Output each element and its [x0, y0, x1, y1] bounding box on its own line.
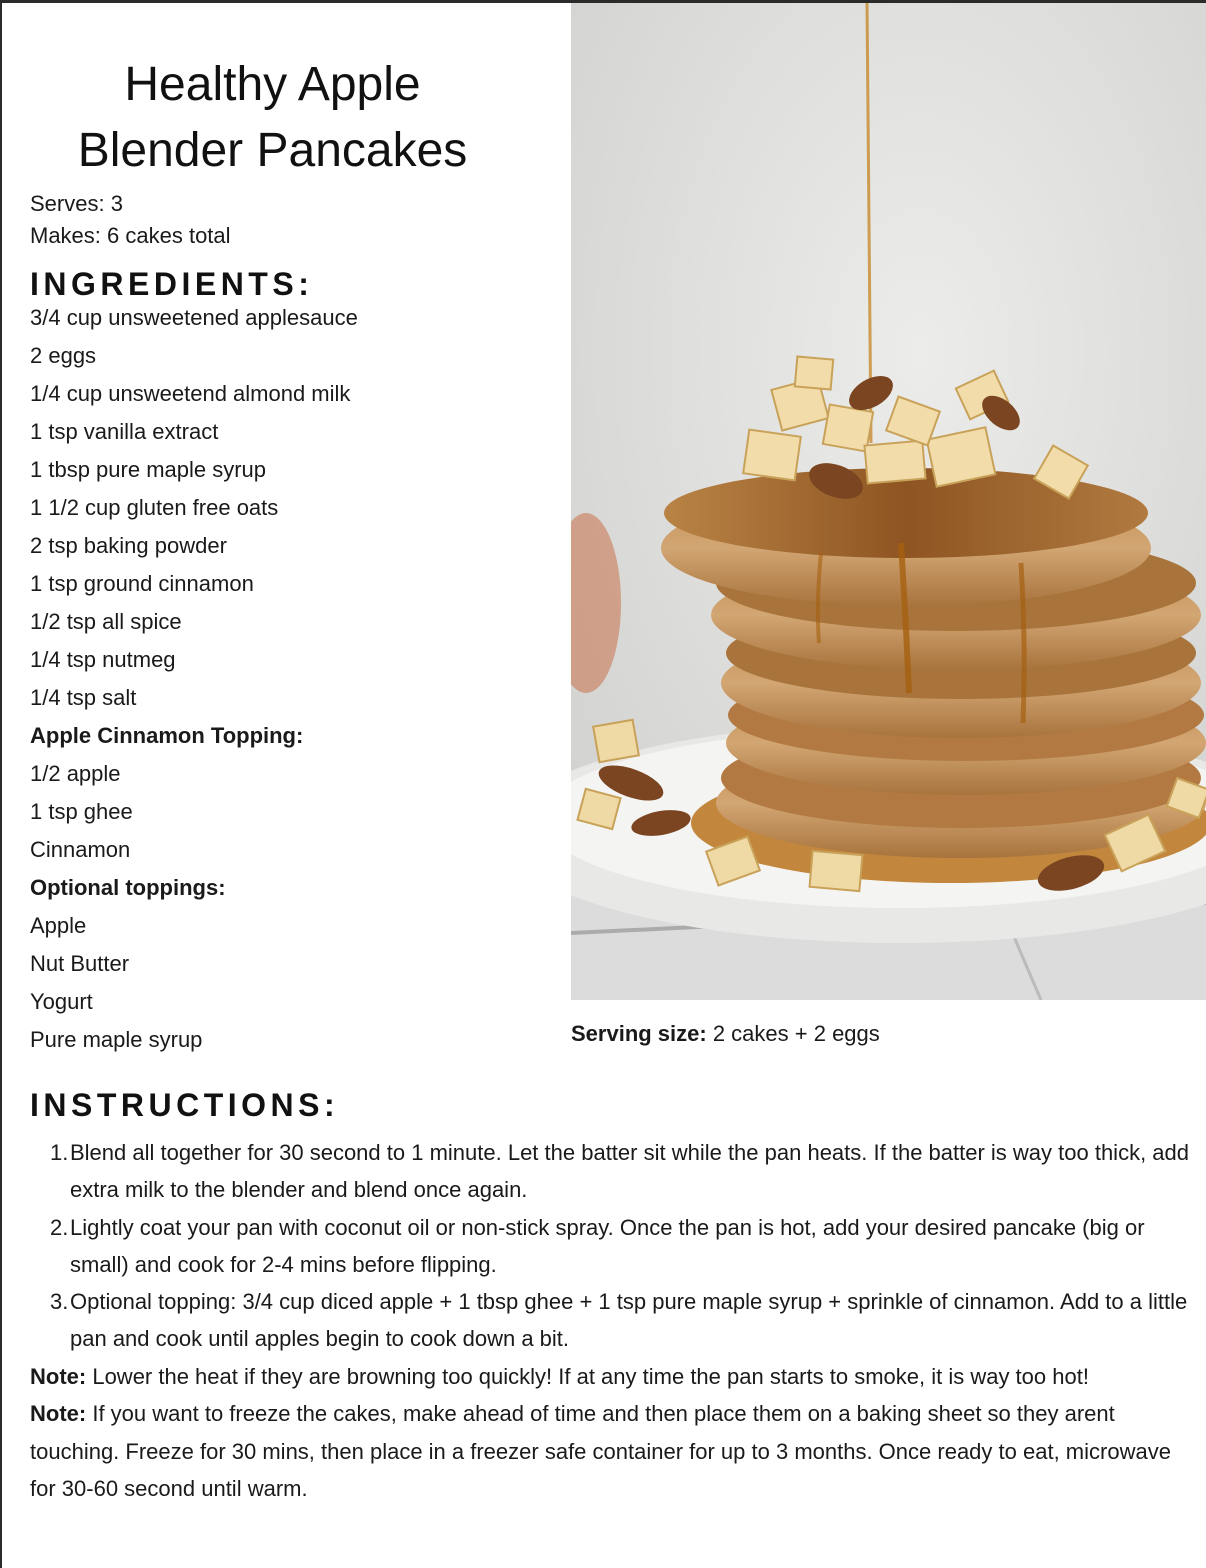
title-line-1: Healthy Apple: [124, 58, 421, 111]
instruction-step: [30, 1134, 1190, 1209]
ingredient-item: 1/2 apple: [30, 761, 121, 786]
note-paragraph: [30, 1358, 1190, 1395]
ingredient-item: 1 tbsp pure maple syrup: [30, 457, 267, 482]
ingredient-item: Cinnamon: [30, 837, 131, 862]
ingredient-item: 1/2 tsp all spice: [30, 609, 182, 634]
step-number: 1.: [50, 1140, 69, 1165]
ingredient-item: Apple: [30, 913, 87, 938]
optional-toppings-subheading: Optional toppings:: [30, 875, 226, 900]
pancake-stack-illustration: [571, 3, 1206, 1000]
note-text: If you want to freeze the cakes, make ahead of time and then place them on a baking sheet so they arent touching. Freeze for 30 mins, then place in a freezer safe container for up to 3 months. Once ready to eat, microwave for 30-60 second until warm.: [30, 1401, 1171, 1501]
note-text: Lower the heat if they are browning too quickly! If at any time the pan starts to smoke, it is way too hot!: [86, 1364, 1089, 1389]
serves-text: Serves: 3: [30, 191, 123, 216]
note-paragraph: [30, 1395, 1190, 1507]
serving-size-value: 2 cakes + 2 eggs: [706, 1021, 880, 1046]
ingredient-item: 1 tsp ghee: [30, 799, 133, 824]
ingredient-item: 2 eggs: [30, 343, 97, 368]
instructions-heading: INSTRUCTIONS:: [30, 1087, 340, 1123]
ingredient-item: Nut Butter: [30, 951, 130, 976]
step-number: 2.: [50, 1214, 69, 1240]
instruction-list: [30, 1134, 1190, 1358]
notes-section: [30, 1358, 1190, 1507]
ingredient-item: 1/4 tsp nutmeg: [30, 647, 176, 672]
instruction-step: [30, 1283, 1190, 1358]
makes-text: Makes: 6 cakes total: [30, 223, 231, 248]
ingredient-item: 1/4 cup unsweetend almond milk: [30, 381, 351, 406]
step-text: Lightly coat your pan with coconut oil or non-stick spray. Once the pan is hot, add your desired pancake (big or small) and cook for 2-4 mins before flipping.: [70, 1214, 1145, 1277]
note-label: Note:: [30, 1364, 87, 1389]
step-text: Optional topping: 3/4 cup diced apple + 1 tbsp ghee + 1 tsp pure maple syrup + sprinkle of cinnamon. Add to a little pan and cook until apples begin to cook down a bit.: [70, 1289, 1188, 1352]
ingredient-item: 3/4 cup unsweetened applesauce: [30, 305, 358, 330]
pancake-photo: [571, 3, 1206, 1000]
recipe-meta: [30, 188, 231, 252]
ingredient-item: 1/4 tsp salt: [30, 685, 137, 710]
ingredient-item: 1 1/2 cup gluten free oats: [30, 495, 279, 520]
ingredient-item: 1 tsp vanilla extract: [30, 419, 219, 444]
ingredients-heading: INGREDIENTS:: [30, 266, 314, 302]
serving-size-label: Serving size:: [571, 1021, 707, 1046]
ingredient-item: Yogurt: [30, 989, 93, 1014]
note-label: Note:: [30, 1401, 87, 1427]
ingredient-item: 2 tsp baking powder: [30, 533, 227, 558]
step-text: Blend all together for 30 second to 1 minute. Let the batter sit while the pan heats. If the batter is way too thick, add extra milk to the blender and blend once again.: [70, 1140, 1190, 1203]
ingredient-list: [30, 299, 550, 1059]
step-number: 3.: [50, 1289, 69, 1315]
title-line-2: Blender Pancakes: [77, 124, 468, 177]
ingredient-item: Pure maple syrup: [30, 1027, 203, 1052]
topping-subheading: Apple Cinnamon Topping:: [30, 723, 304, 748]
serving-size: [571, 1019, 880, 1049]
recipe-title: [20, 52, 525, 184]
instruction-step: [30, 1209, 1190, 1284]
ingredient-item: 1 tsp ground cinnamon: [30, 571, 254, 596]
